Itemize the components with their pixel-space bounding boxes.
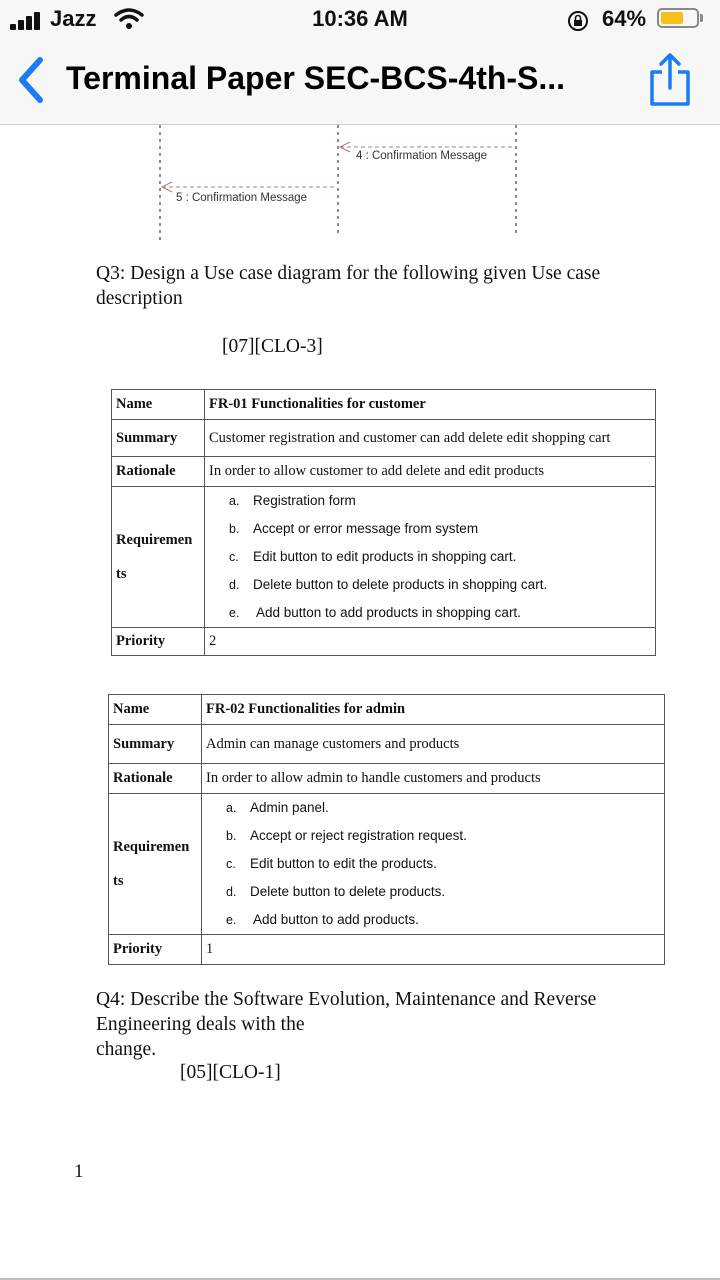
list-item xyxy=(226,906,664,934)
battery-cap xyxy=(700,14,703,22)
table-key: Rationale xyxy=(109,764,202,794)
list-text: Delete button to delete products in shopping cart. xyxy=(253,577,548,592)
list-letter: b. xyxy=(229,522,240,536)
table-key: Summary xyxy=(109,725,202,764)
battery-icon xyxy=(657,8,699,28)
table-value: FR-01 Functionalities for customer xyxy=(205,390,656,420)
list-letter: e. xyxy=(229,606,240,620)
requirements-key-line-1: Requiremen xyxy=(116,531,193,548)
list-text: Edit button to edit the products. xyxy=(250,856,437,871)
table-value: In order to allow customer to add delete and edit products xyxy=(205,457,656,487)
question-3-marks: [07][CLO-3] xyxy=(222,336,323,357)
table-key: Priority xyxy=(112,628,205,656)
table-value: Admin can manage customers and products xyxy=(202,725,665,764)
table-key: Rationale xyxy=(112,457,205,487)
list-letter: d. xyxy=(229,578,240,592)
requirements-list xyxy=(209,487,655,627)
list-item xyxy=(229,543,655,571)
use-case-table-fr02 xyxy=(108,694,665,965)
list-text: Accept or error message from system xyxy=(253,521,479,536)
rotation-lock-icon xyxy=(566,9,590,33)
list-item xyxy=(229,571,655,599)
list-item xyxy=(226,878,664,906)
list-letter: e. xyxy=(226,913,237,927)
question-3-text: Q3: Design a Use case diagram for the following given Use case description xyxy=(96,263,601,309)
table-value: 2 xyxy=(205,628,656,656)
sequence-diagram-fragment xyxy=(150,125,530,245)
share-icon[interactable] xyxy=(644,52,696,108)
table-value: Customer registration and customer can add delete edit shopping cart xyxy=(205,420,656,457)
message-5-label: 5 : Confirmation Message xyxy=(176,192,308,204)
list-text: Add button to add products in shopping cart. xyxy=(253,605,521,620)
status-bar xyxy=(0,0,720,40)
clock-time: 10:36 AM xyxy=(312,6,408,31)
question-4-marks: [05][CLO-1] xyxy=(180,1062,281,1083)
list-item xyxy=(226,822,664,850)
pdf-page[interactable] xyxy=(0,125,720,1278)
requirements-list-cell xyxy=(205,487,656,628)
navigation-bar xyxy=(0,40,720,125)
list-text: Add button to add products. xyxy=(250,912,419,927)
list-letter: d. xyxy=(226,885,237,899)
table-key: Name xyxy=(109,695,202,725)
list-letter: b. xyxy=(226,829,237,843)
requirements-key-line-2: ts xyxy=(113,872,124,889)
table-key: Priority xyxy=(109,935,202,965)
requirements-list xyxy=(206,794,664,934)
table-value: 1 xyxy=(202,935,665,965)
table-key: Summary xyxy=(112,420,205,457)
page-number: 1 xyxy=(74,1161,84,1182)
list-letter: c. xyxy=(229,550,239,564)
list-letter: a. xyxy=(229,494,240,508)
requirements-key-line-1: Requiremen xyxy=(113,838,190,855)
question-4-line-3: change. xyxy=(96,1039,157,1060)
message-4-label: 4 : Confirmation Message xyxy=(356,150,488,162)
list-item xyxy=(229,515,655,543)
carrier-name: Jazz xyxy=(50,6,97,31)
table-value: FR-02 Functionalities for admin xyxy=(202,695,665,725)
table-key: Name xyxy=(112,390,205,420)
question-4-line-1: Q4: Describe the Software Evolution, Maintenance and Reverse xyxy=(96,989,597,1010)
table-value: In order to allow admin to handle customers and products xyxy=(202,764,665,794)
list-text: Delete button to delete products. xyxy=(250,884,446,899)
list-item xyxy=(226,794,664,822)
requirements-list-cell xyxy=(202,794,665,935)
list-item xyxy=(229,487,655,515)
use-case-table-fr01 xyxy=(111,389,656,656)
document-title: Terminal Paper SEC-BCS-4th-S... xyxy=(66,60,566,96)
question-4-text xyxy=(96,987,656,1062)
list-text: Registration form xyxy=(253,493,356,508)
table-key xyxy=(112,487,205,628)
question-4-line-2: Engineering deals with the xyxy=(96,1014,305,1035)
list-letter: c. xyxy=(226,857,236,871)
back-chevron-icon[interactable] xyxy=(12,54,52,106)
table-key xyxy=(109,794,202,935)
list-letter: a. xyxy=(226,801,237,815)
list-item xyxy=(229,599,655,627)
list-text: Edit button to edit products in shopping cart. xyxy=(253,549,517,564)
list-text: Accept or reject registration request. xyxy=(250,828,467,843)
requirements-key-line-2: ts xyxy=(116,565,127,582)
list-item xyxy=(226,850,664,878)
list-text: Admin panel. xyxy=(250,800,329,815)
battery-percentage: 64% xyxy=(602,6,647,31)
sequence-diagram-lines xyxy=(150,125,530,245)
